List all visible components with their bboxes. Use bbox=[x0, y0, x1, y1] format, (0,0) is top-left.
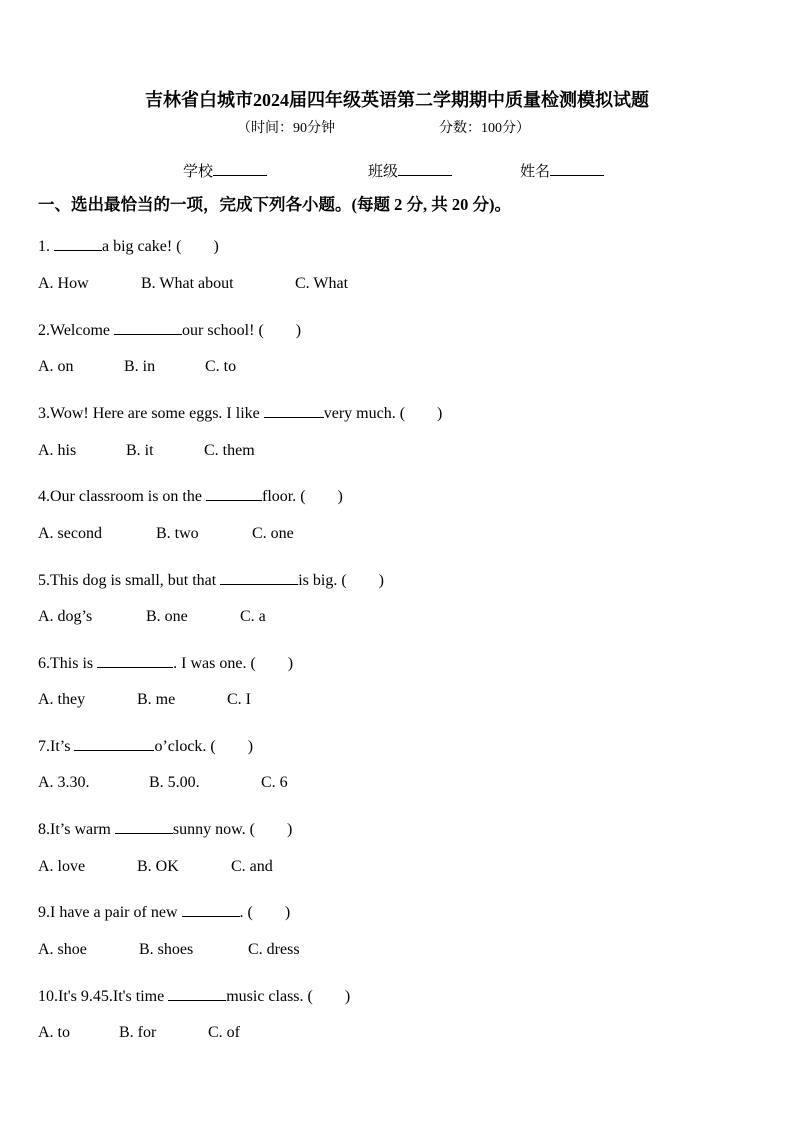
option-b: B. for bbox=[119, 1024, 157, 1041]
question-text: 7.It’s bbox=[38, 738, 75, 755]
option-b: B. in bbox=[124, 358, 156, 375]
option-b: B. What about bbox=[141, 275, 234, 292]
question-text: sunny now. ( ) bbox=[172, 821, 293, 838]
option-a: A. love bbox=[38, 858, 86, 875]
question-7 bbox=[38, 733, 253, 756]
option-a: A. shoe bbox=[38, 941, 87, 958]
question-10 bbox=[38, 983, 350, 1006]
exam-subtitle bbox=[237, 117, 530, 137]
name-blank bbox=[550, 161, 604, 176]
question-text: very much. ( ) bbox=[323, 405, 443, 422]
option-b: B. it bbox=[126, 442, 154, 459]
school-field bbox=[183, 160, 267, 181]
option-c: C. I bbox=[227, 691, 251, 708]
option-a: A. his bbox=[38, 442, 77, 459]
option-a: A. dog’s bbox=[38, 608, 93, 625]
options-2 bbox=[38, 358, 236, 376]
question-text: 8.It’s warm bbox=[38, 821, 115, 838]
question-1 bbox=[38, 233, 219, 256]
option-b: B. 5.00. bbox=[149, 774, 200, 791]
option-a: A. to bbox=[38, 1024, 70, 1041]
question-8 bbox=[38, 816, 292, 839]
question-text: 4.Our classroom is on the bbox=[38, 488, 206, 505]
question-3 bbox=[38, 400, 442, 423]
option-a: A. How bbox=[38, 275, 89, 292]
class-blank bbox=[398, 161, 452, 176]
question-4 bbox=[38, 483, 343, 506]
exam-time: （时间：90分钟 bbox=[237, 121, 335, 136]
question-text: our school! ( ) bbox=[182, 322, 302, 339]
options-3 bbox=[38, 442, 255, 460]
question-5 bbox=[38, 567, 384, 590]
answer-blank bbox=[54, 236, 102, 251]
answer-blank bbox=[74, 736, 154, 751]
question-text: . ( ) bbox=[239, 904, 291, 921]
options-1 bbox=[38, 275, 348, 293]
option-b: B. OK bbox=[137, 858, 179, 875]
answer-blank bbox=[206, 486, 262, 501]
question-text: is big. ( ) bbox=[298, 572, 384, 589]
question-2 bbox=[38, 317, 301, 340]
question-text: 2.Welcome bbox=[38, 322, 115, 339]
option-a: A. 3.30. bbox=[38, 774, 90, 791]
options-9 bbox=[38, 941, 300, 959]
answer-blank bbox=[182, 902, 240, 917]
question-text: a big cake! ( ) bbox=[102, 238, 219, 255]
question-text: floor. ( ) bbox=[261, 488, 343, 505]
question-text: 9.I have a pair of new bbox=[38, 904, 182, 921]
section-heading: 一、选出最恰当的一项，完成下列各小题。(每题 2 分, 共 20 分)。 bbox=[38, 195, 511, 214]
class-field bbox=[368, 160, 452, 181]
options-7 bbox=[38, 774, 288, 792]
option-b: B. two bbox=[156, 525, 199, 542]
option-c: C. 6 bbox=[261, 774, 288, 791]
name-label: 姓名 bbox=[520, 164, 551, 180]
option-a: A. they bbox=[38, 691, 86, 708]
question-9 bbox=[38, 899, 290, 922]
option-c: C. them bbox=[204, 442, 255, 459]
option-c: C. What bbox=[295, 275, 349, 292]
options-8 bbox=[38, 858, 273, 876]
answer-blank bbox=[114, 320, 182, 335]
option-c: C. one bbox=[252, 525, 294, 542]
option-b: B. one bbox=[146, 608, 188, 625]
question-text: . I was one. ( ) bbox=[173, 655, 294, 672]
question-text: 3.Wow! Here are some eggs. I like bbox=[38, 405, 264, 422]
school-blank bbox=[213, 161, 267, 176]
question-text: 5.This dog is small, but that bbox=[38, 572, 221, 589]
question-6 bbox=[38, 650, 293, 673]
name-field bbox=[520, 160, 604, 181]
option-b: B. shoes bbox=[139, 941, 194, 958]
options-4 bbox=[38, 525, 294, 543]
answer-blank bbox=[220, 570, 298, 585]
answer-blank bbox=[168, 986, 226, 1001]
option-c: C. of bbox=[208, 1024, 240, 1041]
exam-score: 分数：100分） bbox=[439, 121, 530, 136]
option-c: C. and bbox=[231, 858, 273, 875]
option-c: C. a bbox=[240, 608, 266, 625]
question-text: 10.It's 9.45.It's time bbox=[38, 988, 169, 1005]
question-text: music class. ( ) bbox=[226, 988, 351, 1005]
option-a: A. on bbox=[38, 358, 74, 375]
option-c: C. to bbox=[205, 358, 237, 375]
answer-blank bbox=[264, 403, 324, 418]
exam-title: 吉林省白城市2024届四年级英语第二学期期中质量检测模拟试题 bbox=[145, 90, 649, 110]
options-5 bbox=[38, 608, 266, 626]
class-label: 班级 bbox=[368, 164, 399, 180]
option-c: C. dress bbox=[248, 941, 300, 958]
answer-blank bbox=[97, 653, 173, 668]
options-6 bbox=[38, 691, 251, 709]
question-text: 1. bbox=[38, 238, 54, 255]
option-b: B. me bbox=[137, 691, 176, 708]
question-text: o’clock. ( ) bbox=[154, 738, 254, 755]
school-label: 学校 bbox=[183, 164, 214, 180]
options-10 bbox=[38, 1024, 240, 1042]
option-a: A. second bbox=[38, 525, 102, 542]
answer-blank bbox=[115, 819, 173, 834]
question-text: 6.This is bbox=[38, 655, 98, 672]
